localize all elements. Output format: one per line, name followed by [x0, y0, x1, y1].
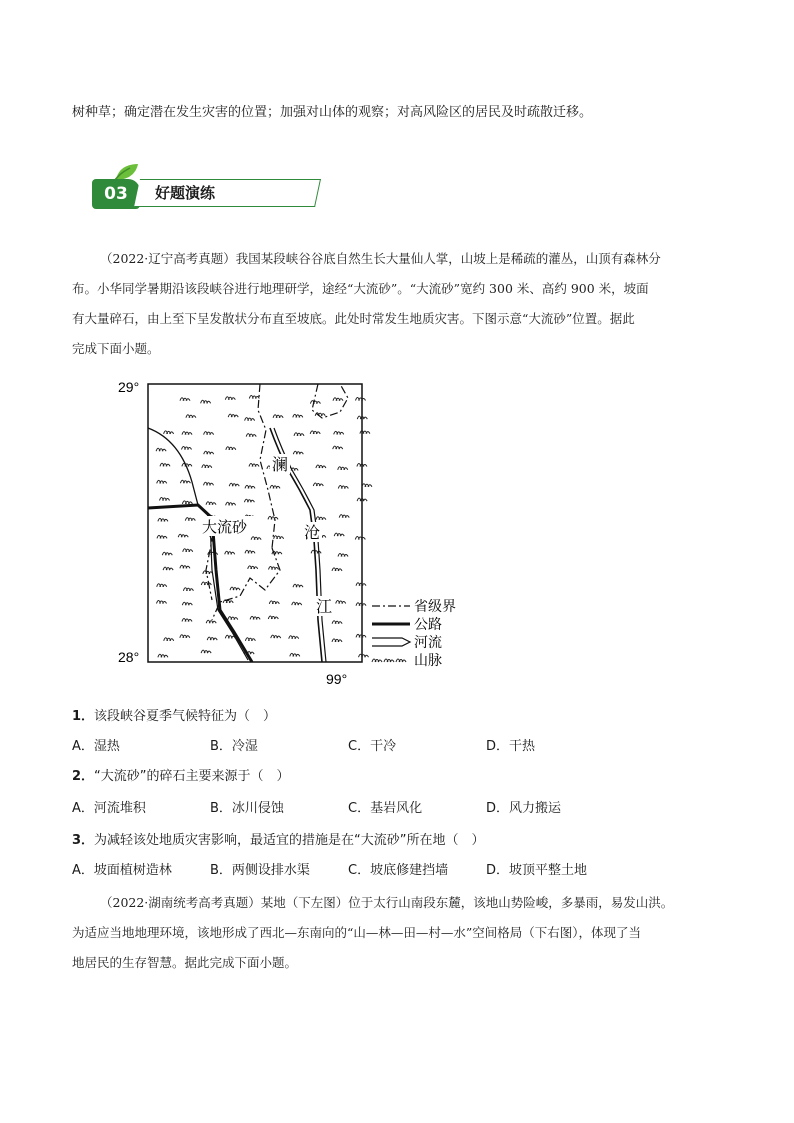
location-map [100, 370, 480, 690]
question-text: 该段峡谷夏季气候特征为（ ） [94, 709, 277, 724]
section-title-box [134, 179, 321, 207]
option-b[interactable]: B．冷湿 [210, 739, 258, 754]
passage-1-line-4: 完成下面小题。 [72, 341, 160, 356]
option-b[interactable]: B．两侧设排水渠 [210, 863, 310, 878]
legend-label: 河流 [414, 635, 442, 651]
passage-2-line-3: 地居民的生存智慧。据此完成下面小题。 [72, 955, 298, 970]
option-c[interactable]: C．坡底修建挡墙 [348, 863, 449, 878]
lat-bottom-label: 28° [118, 649, 140, 665]
passage-1-line-1: 我国某段峡谷谷底自然生长大量仙人掌，山坡上是稀疏的灌丛，山顶有森林分 [235, 251, 661, 266]
section-title: 好题演练 [155, 184, 216, 202]
passage-2-line-2: 为适应当地地理环境，该地形成了西北—东南向的“山—林—田—村—水”空间格局（下右图），体现了当 [72, 925, 642, 940]
legend-label: 省级界 [414, 599, 456, 615]
question-1 [72, 708, 276, 726]
passage-2-source: （2022·湖南统考高考真题） [100, 895, 261, 910]
option-d[interactable]: D．干热 [486, 739, 536, 754]
mountain-symbol [362, 484, 372, 487]
river-name-char: 江 [316, 597, 333, 616]
option-a[interactable]: A．河流堆积 [72, 801, 146, 816]
option-d[interactable]: D．风力搬运 [486, 801, 562, 816]
river-name-char: 澜 [272, 455, 289, 474]
passage-2 [72, 888, 736, 978]
place-label: 大流砂 [202, 518, 248, 536]
option-c[interactable]: C．干冷 [348, 739, 397, 754]
legend-label: 公路 [414, 617, 442, 633]
question-3 [72, 832, 485, 850]
option-b[interactable]: B．冰川侵蚀 [210, 801, 284, 816]
passage-1-source: （2022·辽宁高考真题） [100, 251, 236, 266]
question-text: 为减轻该处地质灾害影响，最适宜的措施是在“大流砂”所在地（ ） [94, 833, 485, 848]
option-d[interactable]: D．坡顶平整土地 [486, 863, 588, 878]
intro-text: 树种草；确定潜在发生灾害的位置；加强对山体的观察；对高风险区的居民及时疏散迁移。 [72, 105, 593, 120]
legend-label: 山脉 [414, 653, 442, 669]
question-number: 2． [72, 769, 95, 784]
lat-top-label: 29° [118, 379, 140, 395]
question-number: 1． [72, 709, 95, 724]
passage-1 [72, 244, 736, 364]
option-a[interactable]: A．坡面植树造林 [72, 863, 172, 878]
question-2 [72, 768, 290, 786]
river-name-char: 沧 [304, 523, 321, 542]
option-a[interactable]: A．湿热 [72, 739, 120, 754]
passage-1-line-3: 有大量碎石，由上至下呈发散状分布直至坡底。此处时常发生地质灾害。下图示意“大流砂”位置。据此 [72, 311, 635, 326]
section-number: 03 [92, 179, 140, 209]
passage-1-line-2: 布。小华同学暑期沿该段峡谷进行地理研学，途经“大流砂”。“大流砂”宽约 300 米、高约 900 米，坡面 [72, 281, 649, 296]
map-legend [372, 598, 456, 669]
question-text: “大流砂”的碎石主要来源于（ ） [94, 769, 290, 784]
passage-2-line-1: 某地（下左图）位于太行山南段东麓，该地山势险峻，多暴雨，易发山洪。 [260, 895, 674, 910]
lon-label: 99° [326, 671, 348, 687]
option-c[interactable]: C．基岩风化 [348, 801, 423, 816]
question-number: 3． [72, 833, 95, 848]
